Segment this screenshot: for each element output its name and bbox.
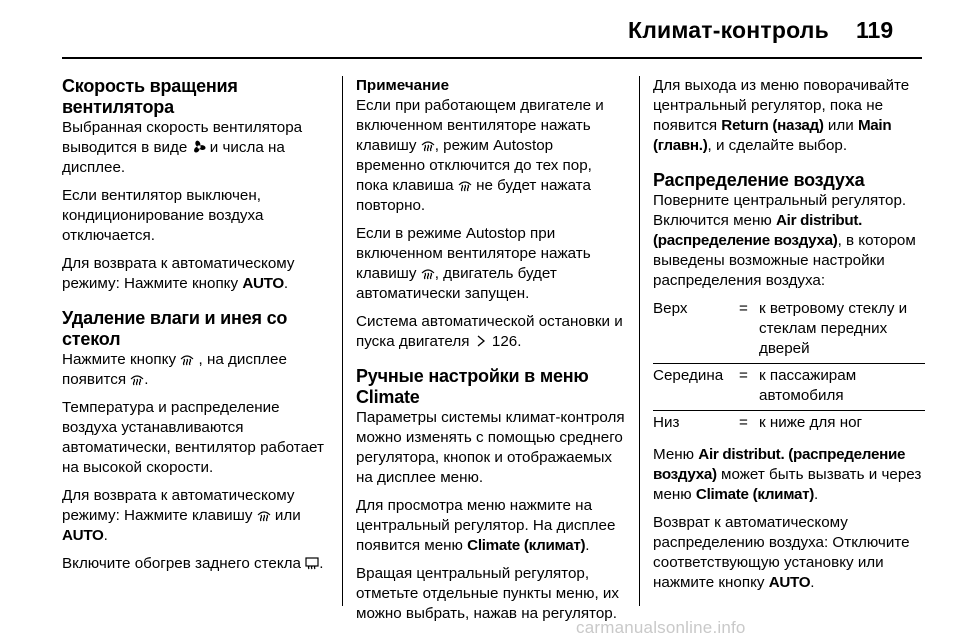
table-value: к ветровому стеклу и стеклам передних дверей xyxy=(759,300,908,357)
menu-item-return: Return (назад) xyxy=(721,117,824,134)
paragraph: Выбранная скорость вентилятора выводится в виде и числа на дисплее. xyxy=(62,119,303,176)
paragraph: Поверните центральный регулятор. Включится меню Air distribut. (распределение воздуха), в котором выведены возможные настройки распределения воздуха: xyxy=(653,192,916,289)
column-divider xyxy=(342,76,343,606)
table-row xyxy=(653,299,925,364)
section-heading-defrost: Удаление влаги и инея со стекол xyxy=(62,308,288,349)
paragraph: Система автоматической остановки и пуска двигателя 126. xyxy=(356,313,623,350)
windshield-defrost-icon xyxy=(130,372,144,386)
paragraph: Параметры системы климат-контроля можно изменять с помощью среднего регулятора, кнопок и отображаемых на дисплее меню. xyxy=(356,409,625,486)
column-left xyxy=(62,76,330,582)
column-middle xyxy=(356,76,626,632)
paragraph: Возврат к автоматическому распределению воздуха: Отключите соответствующую установку или нажмите кнопку AUTO. xyxy=(653,514,910,591)
windshield-defrost-icon xyxy=(421,266,435,280)
auto-button-label: AUTO xyxy=(768,574,811,591)
auto-button-label: AUTO xyxy=(62,527,104,544)
paragraph: Вращая центральный регулятор, отметьте отдельные пункты меню, их можно выбрать, нажав на регулятор. xyxy=(356,565,619,622)
paragraph: Для возврата к автоматическому режиму: Нажмите кнопку AUTO. xyxy=(62,255,295,292)
paragraph: Для просмотра меню нажмите на центральный регулятор. На дисплее появится меню Climate (климат). xyxy=(356,497,616,554)
column-right xyxy=(653,76,925,601)
windshield-defrost-icon xyxy=(421,138,435,152)
table-eq: = xyxy=(739,364,759,411)
fan-icon xyxy=(192,140,206,154)
air-distribution-table xyxy=(653,299,925,437)
table-value: к пассажирам автомобиля xyxy=(759,364,925,411)
table-key: Низ xyxy=(653,411,739,438)
auto-button-label: AUTO xyxy=(242,275,284,292)
page-number: 119 xyxy=(856,17,894,43)
table-key: Середина xyxy=(653,364,739,411)
watermark: carmanualsonline.info xyxy=(576,618,746,637)
table-key: Верх xyxy=(653,300,688,317)
header-divider xyxy=(62,57,922,59)
paragraph: Температура и распределение воздуха устанавливаются автоматически, вентилятор работает на высокой скорости. xyxy=(62,399,324,476)
table-eq: = xyxy=(739,300,748,317)
menu-name-air-distribution: Air distribut. (распределение воздуха) xyxy=(653,212,863,249)
note-title: Примечание xyxy=(356,77,450,94)
table-value: к ниже для ног xyxy=(759,411,925,438)
paragraph: Для выхода из меню поворачивайте центральный регулятор, пока не появится Return (назад) или Main (главн.), и сделайте выбор. xyxy=(653,77,910,154)
rear-window-defrost-icon xyxy=(305,556,319,570)
note-paragraph: Если при работающем двигателе и включенном вентиляторе нажать клавишу , режим Autostop временно отключится до тех пор, пока клавиша не будет нажата повторно. xyxy=(356,97,604,214)
paragraph: Меню Air distribut. (распределение воздуха) может быть вызвать и через меню Climate (климат). xyxy=(653,446,922,503)
section-heading-manual-settings: Ручные настройки в меню Climate xyxy=(356,366,589,407)
note-paragraph: Если в режиме Autostop при включенном вентиляторе нажать клавишу , двигатель будет автоматически запущен. xyxy=(356,225,591,302)
table-row xyxy=(653,364,925,411)
paragraph: Если вентилятор выключен, кондиционирование воздуха отключается. xyxy=(62,187,264,244)
reference-arrow-icon xyxy=(474,334,488,348)
menu-name-climate: Climate (климат) xyxy=(695,486,814,503)
menu-item-main: Main (главн.) xyxy=(653,117,892,154)
paragraph: Нажмите кнопку , на дисплее появится . xyxy=(62,351,287,388)
section-heading-air-distribution: Распределение воздуха xyxy=(653,170,865,190)
menu-name-air-distribution: Air distribut. (распределение воздуха) xyxy=(653,446,906,483)
menu-name-climate: Climate (климат) xyxy=(467,537,586,554)
windshield-defrost-icon xyxy=(257,508,271,522)
paragraph: Включите обогрев заднего стекла . xyxy=(62,555,324,572)
windshield-defrost-icon xyxy=(180,352,194,366)
page-reference-link[interactable]: 126 xyxy=(491,333,518,350)
table-row xyxy=(653,411,925,438)
table-eq: = xyxy=(739,411,759,438)
column-divider xyxy=(639,76,640,606)
page-header-title: Климат-контроль xyxy=(628,17,829,43)
windshield-defrost-icon xyxy=(458,178,472,192)
paragraph: Для возврата к автоматическому режиму: Нажмите клавишу или AUTO. xyxy=(62,487,301,544)
section-heading-fan-speed: Скорость вращения вентилятора xyxy=(62,76,238,117)
